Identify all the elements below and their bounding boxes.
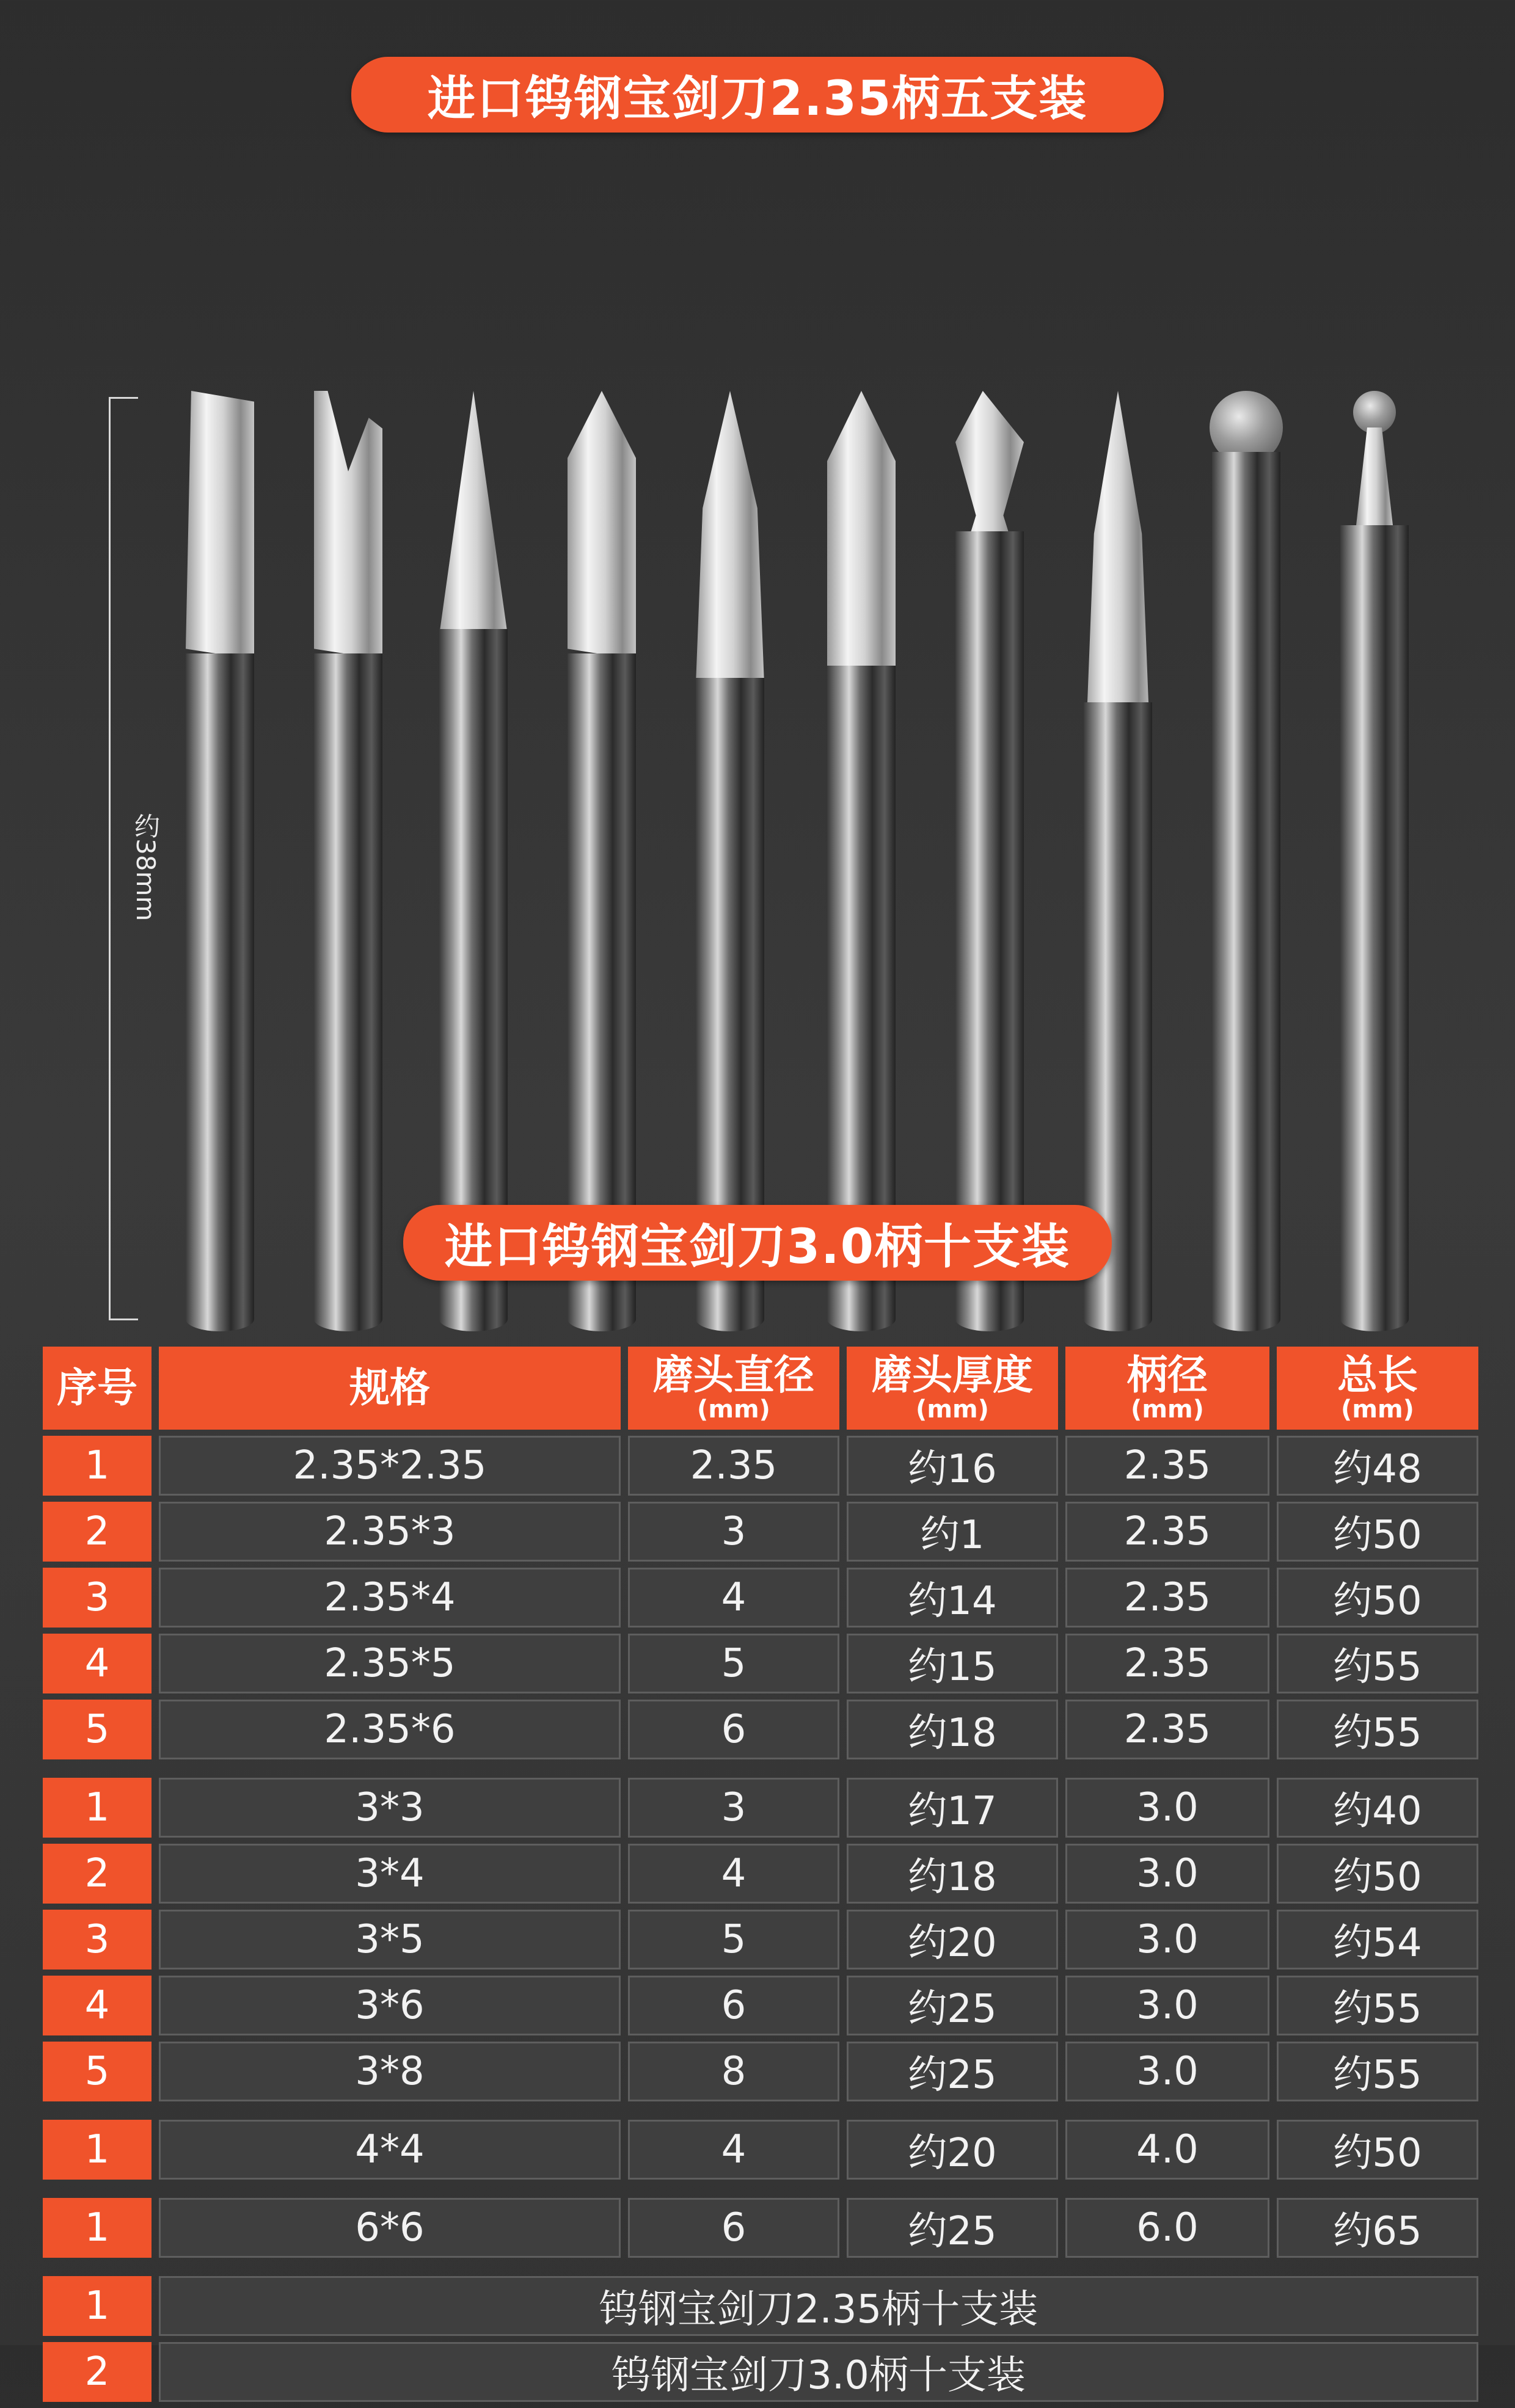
table-cell: 约55	[1277, 1700, 1478, 1759]
table-cell: 3.0	[1065, 1910, 1269, 1970]
tool-bit-long-point	[437, 391, 510, 1331]
table-row	[43, 2042, 1478, 2101]
table-cell: 2.35	[628, 1436, 839, 1496]
table-row	[43, 1910, 1478, 1970]
table-cell: 2.35*5	[159, 1634, 621, 1693]
row-index-cell: 3	[43, 1568, 152, 1628]
table-cell: 2.35*2.35	[159, 1436, 621, 1496]
header-shank-diameter: 柄径 (mm)	[1065, 1347, 1269, 1430]
table-row	[43, 1778, 1478, 1838]
table-cell: 2.35	[1065, 1436, 1269, 1496]
table-cell: 2.35	[1065, 1568, 1269, 1628]
tool-bit-ball-large	[1210, 391, 1283, 1331]
table-cell: 3.0	[1065, 1778, 1269, 1838]
table-cell: 4	[628, 2120, 839, 2180]
table-row	[43, 1700, 1478, 1759]
table-cell: 2.35	[1065, 1502, 1269, 1562]
table-cell: 3.0	[1065, 1976, 1269, 2035]
spec-table	[35, 1340, 1486, 2408]
header-head-diameter: 磨头直径 (mm)	[628, 1347, 839, 1430]
top-banner: 进口钨钢宝剑刀2.35柄五支装	[351, 57, 1164, 133]
tool-bit-short-point	[565, 391, 638, 1331]
table-cell: 3*3	[159, 1778, 621, 1838]
group-spacer	[43, 2186, 1478, 2192]
table-cell: 约50	[1277, 1844, 1478, 1904]
table-cell: 约55	[1277, 1976, 1478, 2035]
table-cell: 4	[628, 1568, 839, 1628]
table-cell: 约15	[847, 1634, 1058, 1693]
table-cell: 6	[628, 2198, 839, 2258]
table-cell: 3*6	[159, 1976, 621, 2035]
spacer-cell	[43, 1766, 1478, 1772]
row-index-cell: 4	[43, 1976, 152, 2035]
table-cell: 2.35	[1065, 1700, 1269, 1759]
set-label-cell: 钨钢宝剑刀2.35柄十支装	[159, 2276, 1478, 2336]
table-row	[43, 1436, 1478, 1496]
table-cell: 约25	[847, 2198, 1058, 2258]
tool-bit-spiral	[1081, 391, 1155, 1331]
table-cell: 约48	[1277, 1436, 1478, 1496]
table-cell: 3*4	[159, 1844, 621, 1904]
row-index-cell: 2	[43, 1502, 152, 1562]
table-header-row	[43, 1347, 1478, 1430]
spacer-cell	[43, 2186, 1478, 2192]
set-row	[43, 2342, 1478, 2402]
tool-bit-bevel-point	[825, 391, 898, 1331]
table-cell: 3.0	[1065, 1844, 1269, 1904]
table-cell: 3*8	[159, 2042, 621, 2101]
set-row	[43, 2276, 1478, 2336]
row-index-cell: 1	[43, 1436, 152, 1496]
table-cell: 5	[628, 1634, 839, 1693]
table-cell: 6	[628, 1976, 839, 2035]
table-cell: 3*5	[159, 1910, 621, 1970]
table-cell: 约18	[847, 1700, 1058, 1759]
tool-bit-flat	[183, 391, 257, 1331]
table-cell: 约55	[1277, 1634, 1478, 1693]
table-cell: 约50	[1277, 2120, 1478, 2180]
product-photo	[0, 183, 1515, 1173]
spacer-cell	[43, 2108, 1478, 2114]
table-cell: 4*4	[159, 2120, 621, 2180]
dimension-label: 约38mm	[131, 813, 161, 922]
table-cell: 约54	[1277, 1910, 1478, 1970]
set-label-cell: 钨钢宝剑刀3.0柄十支装	[159, 2342, 1478, 2402]
header-spec: 规格	[159, 1347, 621, 1430]
table-cell: 约16	[847, 1436, 1058, 1496]
table-cell: 约50	[1277, 1568, 1478, 1628]
row-index-cell: 2	[43, 1844, 152, 1904]
header-total-length: 总长 (mm)	[1277, 1347, 1478, 1430]
table-row	[43, 2120, 1478, 2180]
table-row	[43, 2198, 1478, 2258]
table-cell: 2.35	[1065, 1634, 1269, 1693]
table-cell: 2.35*4	[159, 1568, 621, 1628]
table-cell: 6*6	[159, 2198, 621, 2258]
table-cell: 约50	[1277, 1502, 1478, 1562]
table-cell: 约40	[1277, 1778, 1478, 1838]
table-cell: 5	[628, 1910, 839, 1970]
table-row	[43, 1976, 1478, 2035]
table-body	[43, 1436, 1478, 2402]
row-index-cell: 1	[43, 1778, 152, 1838]
row-index-cell: 5	[43, 2042, 152, 2101]
table-cell: 6.0	[1065, 2198, 1269, 2258]
table-row	[43, 1568, 1478, 1628]
table-cell: 6	[628, 1700, 839, 1759]
header-head-thickness: 磨头厚度 (mm)	[847, 1347, 1058, 1430]
table-row	[43, 1844, 1478, 1904]
row-index-cell: 1	[43, 2276, 152, 2336]
row-index-cell: 1	[43, 2120, 152, 2180]
tool-bit-diamond	[953, 391, 1026, 1331]
table-cell: 约1	[847, 1502, 1058, 1562]
table-cell: 2.35*3	[159, 1502, 621, 1562]
table-cell: 约20	[847, 2120, 1058, 2180]
table-cell: 3	[628, 1502, 839, 1562]
table-cell: 3	[628, 1778, 839, 1838]
table-cell: 4.0	[1065, 2120, 1269, 2180]
tool-bit-ball-small	[1338, 391, 1411, 1331]
middle-banner: 进口钨钢宝剑刀3.0柄十支装	[403, 1205, 1112, 1281]
table-cell: 约55	[1277, 2042, 1478, 2101]
table-row	[43, 1634, 1478, 1693]
group-spacer	[43, 1766, 1478, 1772]
table-cell: 3.0	[1065, 2042, 1269, 2101]
table-cell: 约25	[847, 2042, 1058, 2101]
spacer-cell	[43, 2264, 1478, 2270]
group-spacer	[43, 2264, 1478, 2270]
table-row	[43, 1502, 1478, 1562]
row-index-cell: 1	[43, 2198, 152, 2258]
table-cell: 约65	[1277, 2198, 1478, 2258]
table-cell: 约25	[847, 1976, 1058, 2035]
tool-bit-sword-point	[693, 391, 767, 1331]
table-cell: 约17	[847, 1778, 1058, 1838]
table-cell: 约18	[847, 1844, 1058, 1904]
row-index-cell: 3	[43, 1910, 152, 1970]
header-index: 序号	[43, 1347, 152, 1430]
table-cell: 4	[628, 1844, 839, 1904]
table-cell: 约14	[847, 1568, 1058, 1628]
row-index-cell: 4	[43, 1634, 152, 1693]
tool-bit-notch	[312, 391, 385, 1331]
table-cell: 8	[628, 2042, 839, 2101]
row-index-cell: 5	[43, 1700, 152, 1759]
row-index-cell: 2	[43, 2342, 152, 2402]
table-cell: 约20	[847, 1910, 1058, 1970]
table-cell: 2.35*6	[159, 1700, 621, 1759]
group-spacer	[43, 2108, 1478, 2114]
